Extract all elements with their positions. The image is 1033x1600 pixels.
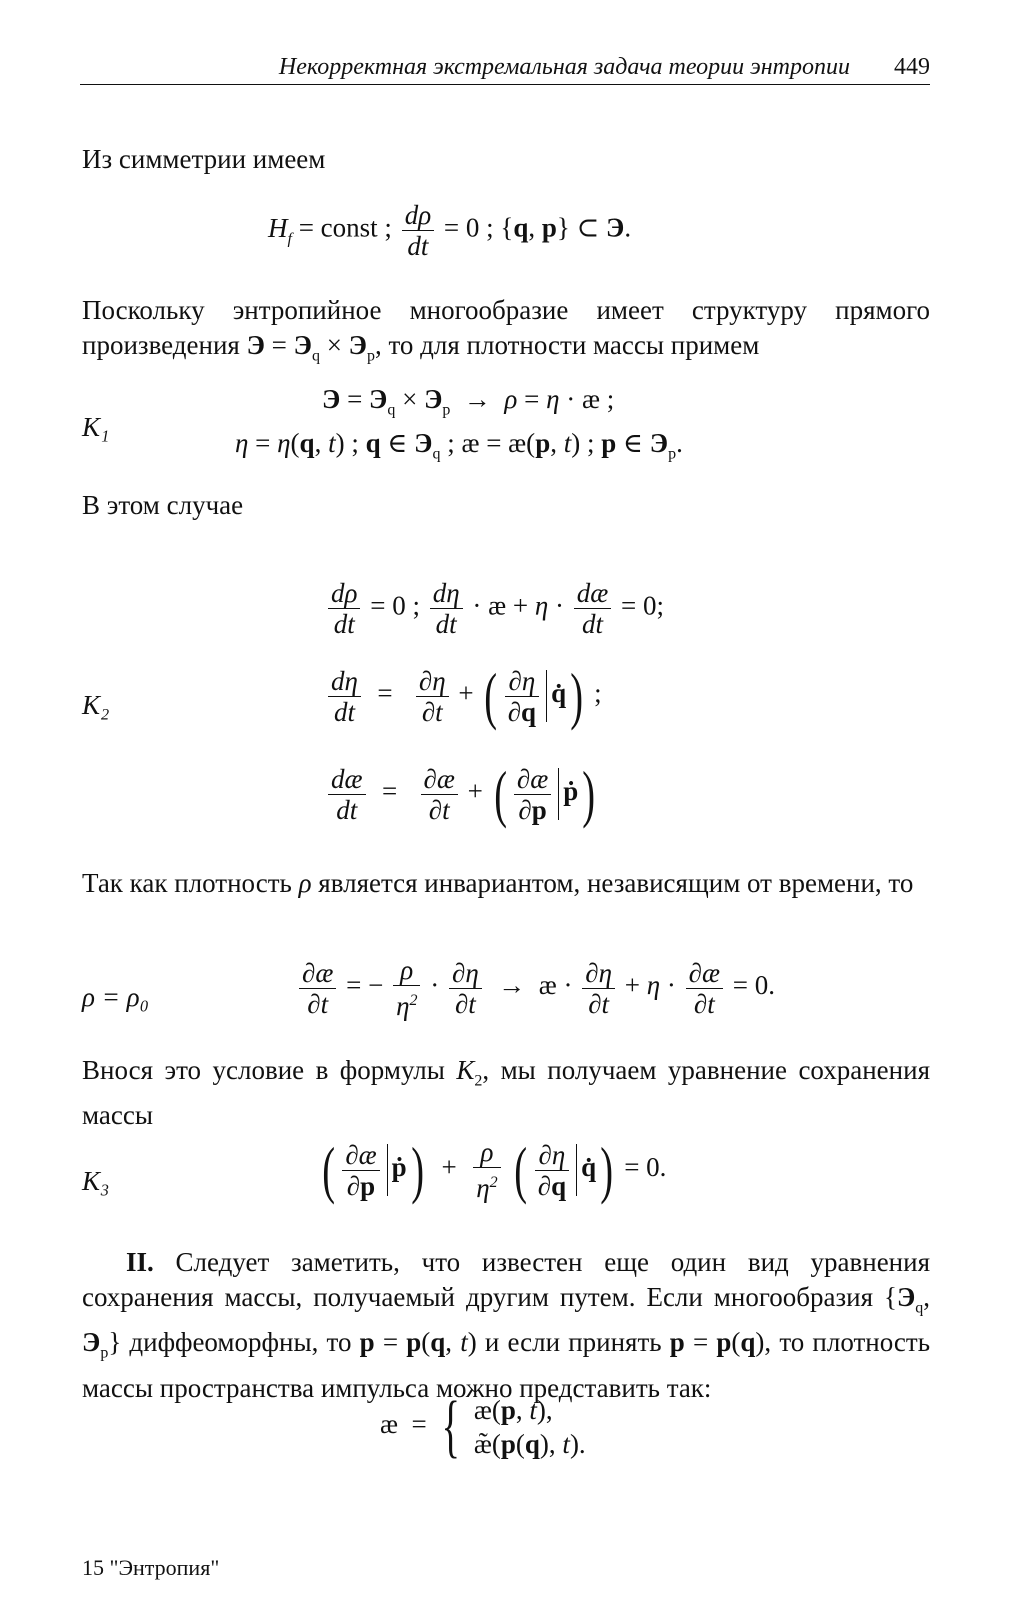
formula-ae-cases: æ = { æ(p, t), æ̃(p(q), t).	[380, 1388, 586, 1465]
formula-k1-line2: η = η(q, t) ; q ∈ $Э_q$ ; æ = æ(p, t) ; p ∈ $Э_p$.	[235, 428, 683, 463]
formula-k2-line2: $\frac{d\eta}{dt}$ = $\frac{\partial\eta}{\partial t}$ + ( $\frac{\partial\eta}{\partial q}$ q̇) ;	[325, 664, 602, 728]
formula-k1-line1: $Э = Э_q \times Э_p \to \rho = \eta$ · æ ;	[322, 384, 615, 419]
page-number: 449	[894, 54, 930, 80]
label-k2: K₂	[82, 690, 110, 720]
label-k1: K₁	[82, 412, 110, 442]
formula-k2-line1: $\frac{d\rho}{dt}$ = 0 ; $\frac{d\eta}{dt}$ · æ + η · $\frac{dæ}{dt}$ = 0;	[325, 578, 664, 639]
formula-rho-invariant: $\frac{\partial æ}{\partial t}$ = − $\frac{\rho}{\eta^2}$ · $\frac{\partial\eta}{\partial t}$ → æ · $\frac{\partial\eta}{\partial t}$ + η · $\frac{\partial æ}{\partial t}$ = 0.	[296, 955, 775, 1021]
formula-k2-line3: $\frac{dæ}{dt}$ = $\frac{\partial æ}{\partial t}$ + ( $\frac{\partial æ}{\partial p}$ ṗ)	[325, 762, 600, 826]
paragraph-in-this-case: В этом случае	[82, 490, 244, 520]
label-rho-equals-rho0: ρ = ρ₀	[82, 982, 150, 1012]
paragraph-invariant: Так как плотность ρ является инвариантом, независящим от времени, то	[82, 868, 914, 898]
label-k3: K₃	[82, 1166, 110, 1196]
running-title: Некорректная экстремальная задача теории энтропии	[278, 54, 850, 80]
running-head	[80, 50, 930, 85]
section-number: II.	[126, 1247, 154, 1277]
paragraph-mass-conservation: Внося это условие в формулы $K_2$, мы получаем уравнение сохранения массы	[82, 1055, 930, 1131]
paragraph-section-ii: II. Следует заметить, что известен еще один вид уравнения сохранения массы, получаемый другим путем. Если многообразия {$Э_q$, $Э_p$} диффеоморфны, то p = p(q, t) и если принять p = p(q), то плотность массы пространства импульса можно представить так:	[82, 1247, 931, 1403]
footer-signature: 15 "Энтропия"	[82, 1555, 220, 1580]
paragraph-symmetry: Из симметрии имеем	[82, 144, 326, 174]
paragraph-entropy-manifold: Поскольку энтропийное многообразие имеет структуру прямого произведения $Э = Э_q \times Э_p$, то для плотности массы примем	[82, 295, 930, 365]
formula-symmetry: $H_f$ = const ; $\frac{d\rho}{dt}$ = 0 ; {q, p} ⊂ Э.	[268, 200, 632, 261]
formula-k3: ( $\frac{\partial æ}{\partial p}$ ṗ) + $\frac{\rho}{\eta^2}$ ( $\frac{\partial\eta}{\partial q}$ q̇) = 0.	[322, 1134, 667, 1205]
